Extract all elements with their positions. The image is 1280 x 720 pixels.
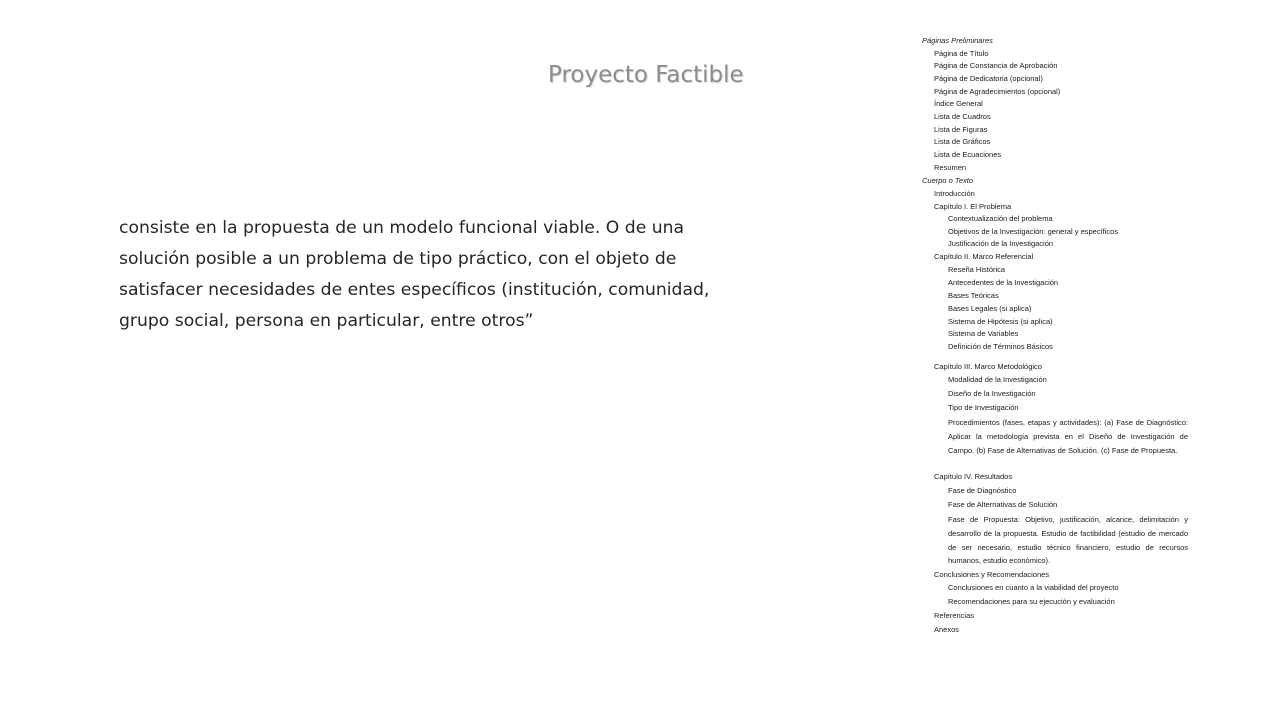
toc-item-referencias: Referencias <box>934 611 975 620</box>
toc-item-resena: Reseña Histórica <box>948 265 1006 274</box>
toc-item-alternativas: Fase de Alternativas de Solución <box>948 500 1058 509</box>
toc-item-introduccion: Introducción <box>934 189 975 198</box>
toc-item-bases-legales: Bases Legales (si aplica) <box>948 304 1032 313</box>
toc-chapter-4: Capítulo IV. Resultados <box>934 472 1013 481</box>
slide-body-text: consiste en la propuesta de un modelo funcional viable. O de una solución posible a un problema de tipo práctico, con el objeto de satisfacer necesidades de entes específicos (institución, comunidad, grupo social, persona en particular, entre otros” <box>119 218 710 331</box>
toc-item-agradecimientos: Página de Agradecimientos (opcional) <box>934 87 1061 96</box>
toc-item-graficos: Lista de Gráficos <box>934 137 991 146</box>
toc-item-dedicatoria: Página de Dedicatoria (opcional) <box>934 74 1043 83</box>
toc-item-diagnostico: Fase de Diagnóstico <box>948 486 1017 495</box>
toc-item-modalidad: Modalidad de la Investigación <box>948 375 1047 384</box>
toc-item-recomendaciones: Recomendaciones para su ejecución y evaluación <box>948 597 1115 606</box>
toc-heading-preliminares: Páginas Preliminares <box>922 36 993 45</box>
toc-heading-cuerpo: Cuerpo o Texto <box>922 176 974 185</box>
toc-item-viabilidad: Conclusiones en cuanto a la viabilidad del proyecto <box>948 583 1119 592</box>
toc-chapter-3: Capítulo III. Marco Metodológico <box>934 362 1042 371</box>
toc-chapter-1: Capítulo I. El Problema <box>934 202 1012 211</box>
toc-item-antecedentes: Antecedentes de la Investigación <box>948 278 1059 287</box>
toc-item-cuadros: Lista de Cuadros <box>934 112 991 121</box>
toc-item-indice: Índice General <box>934 99 983 108</box>
toc-item-titulo: Página de Título <box>934 49 989 58</box>
toc-item-tipo: Tipo de Investigación <box>948 403 1019 412</box>
toc-item-variables: Sistema de Variables <box>948 329 1019 338</box>
toc-item-objetivos: Objetivos de la Investigación: general y específicos <box>948 227 1119 236</box>
toc-item-resumen: Resumen <box>934 163 967 172</box>
toc-item-figuras: Lista de Figuras <box>934 125 988 134</box>
toc-item-propuesta: Fase de Propuesta: Objetivo, justificación, alcance, delimitación y desarrollo de la propuesta. Estudio de factibilidad (estudio de mercado de ser necesario, estudio técnico financiero, estudio de recursos humanos, estudio económico). <box>948 515 1188 566</box>
toc-item-bases-teoricas: Bases Teóricas <box>948 291 999 300</box>
toc-item-justificacion: Justificación de la Investigación <box>948 239 1054 248</box>
toc-item-diseno: Diseño de la Investigación <box>948 389 1036 398</box>
toc-chapter-2: Capítulo II. Marco Referencial <box>934 252 1034 261</box>
toc-item-procedimientos: Procedimientos (fases, etapas y actividades): (a) Fase de Diagnóstico: Aplicar la metodología prevista en el Diseño de Investigación de Campo. (b) Fase de Alternativas de Solución. (c) Fase de Propuesta. <box>948 418 1188 455</box>
toc-item-terminos: Definición de Términos Básicos <box>948 342 1053 351</box>
toc-item-hipotesis: Sistema de Hipótesis (si aplica) <box>948 317 1053 326</box>
toc-item-anexos: Anexos <box>934 625 960 634</box>
slide-title: Proyecto Factible <box>548 62 744 88</box>
toc-item-constancia: Página de Constancia de Aprobación <box>934 61 1058 70</box>
toc-item-ecuaciones: Lista de Ecuaciones <box>934 150 1002 159</box>
toc-chapter-conclusiones: Conclusiones y Recomendaciones <box>934 570 1050 579</box>
toc-item-contextualizacion: Contextualización del problema <box>948 214 1053 223</box>
